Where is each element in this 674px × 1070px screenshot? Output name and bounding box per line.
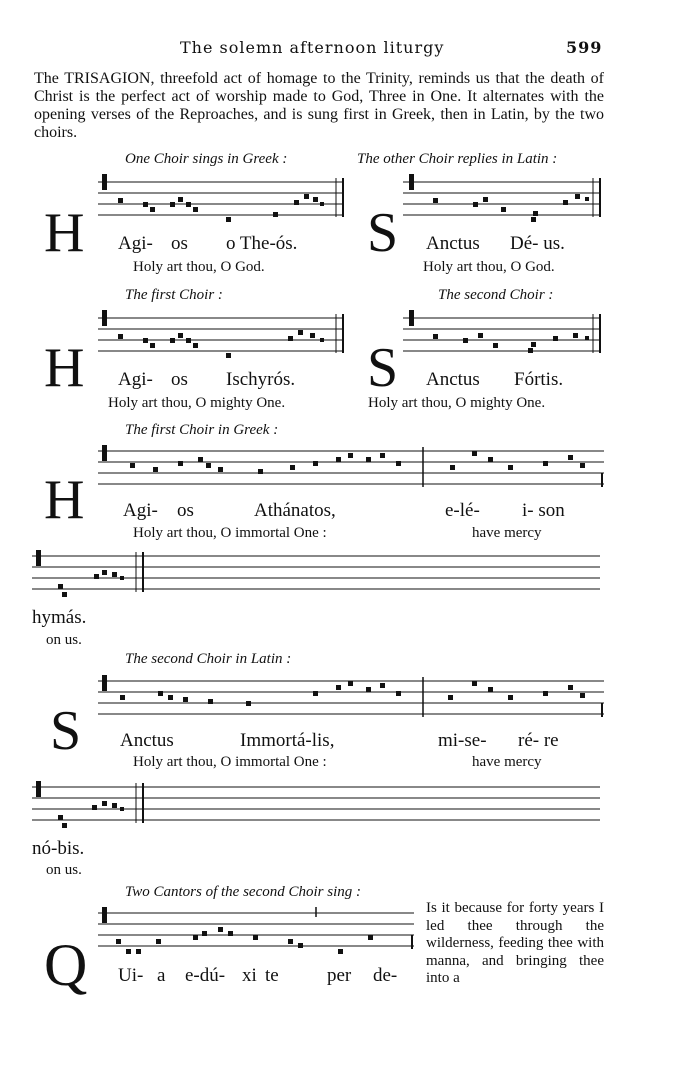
caption-s5: Two Cantors of the second Choir sing : <box>125 884 361 900</box>
lyric-syllable: os <box>171 369 188 390</box>
lyric-syllable: Ui- <box>118 965 144 986</box>
initial-letter: S <box>367 337 399 399</box>
lyric-syllable: Anctus <box>426 233 480 254</box>
lyric-syllable: o The-ós. <box>226 233 298 254</box>
running-header: The solemn afternoon liturgy <box>180 38 445 57</box>
chant-staff <box>98 172 348 232</box>
lyric-syllable: Agi- <box>123 500 158 521</box>
chant-staff <box>32 548 602 604</box>
lyric-syllable: Athánatos, <box>254 500 336 521</box>
lyric-syllable: hymás. <box>32 607 87 628</box>
lyric-syllable: os <box>177 500 194 521</box>
lyric-syllable: Immortá-lis, <box>240 730 335 751</box>
initial-letter: Q <box>44 932 88 998</box>
lyric-syllable: i- son <box>522 500 565 521</box>
lyric-syllable: Agi- <box>118 233 153 254</box>
chant-staff <box>403 172 603 232</box>
lyric-syllable: ré- re <box>518 730 559 751</box>
lyric-syllable: e-lé- <box>445 500 480 521</box>
translation: Holy art thou, O God. <box>133 259 265 275</box>
translation: Holy art thou, O God. <box>423 259 555 275</box>
lyric-syllable: Anctus <box>426 369 480 390</box>
translation: Holy art thou, O immortal One : <box>133 525 327 541</box>
lyric-syllable: os <box>171 233 188 254</box>
translation: Holy art thou, O mighty One. <box>108 395 286 411</box>
lyric-syllable: Agi- <box>118 369 153 390</box>
translation: have mercy <box>472 754 542 770</box>
lyric-syllable: Anctus <box>120 730 174 751</box>
caption-s1-right: The other Choir replies in Latin : <box>357 151 558 167</box>
intro-paragraph: The TRISAGION, threefold act of homage to the Trinity, reminds us that the death of Christ is the perfect act of worship made to God, Three in One. It alternates with the opening verses of the Reproaches, and is sung first in Greek, then in Latin, by the two choirs. <box>34 70 604 141</box>
chant-staff <box>32 779 602 835</box>
caption-s2-right: The second Choir : <box>438 287 554 303</box>
caption-s2-left: The first Choir : <box>125 287 223 303</box>
translation: have mercy <box>472 525 542 541</box>
lyric-syllable: nó-bis. <box>32 838 85 859</box>
initial-letter: H <box>44 469 85 531</box>
chant-staff <box>98 673 608 731</box>
lyric-syllable: Ischyrós. <box>226 369 296 390</box>
chant-staff <box>98 443 608 501</box>
lyric-syllable: de- <box>373 965 398 986</box>
lyric-syllable: e-dú- <box>185 965 226 986</box>
initial-letter: S <box>367 202 399 264</box>
translation: Holy art thou, O mighty One. <box>368 395 546 411</box>
lyric-syllable: a <box>157 965 166 986</box>
chant-staff <box>98 308 348 368</box>
initial-letter: H <box>44 337 85 399</box>
caption-s4: The second Choir in Latin : <box>125 651 292 667</box>
lyric-syllable: Fórtis. <box>514 369 564 390</box>
caption-s1-left: One Choir sings in Greek : <box>125 151 288 167</box>
page-number: 599 <box>566 38 603 57</box>
translation: on us. <box>46 632 82 648</box>
chant-staff <box>98 905 418 963</box>
translation: on us. <box>46 862 82 878</box>
lyric-syllable: per <box>327 965 352 986</box>
caption-s3: The first Choir in Greek : <box>125 422 279 438</box>
lyric-syllable: Dé- us. <box>510 233 565 254</box>
lyric-syllable: xi <box>242 965 257 986</box>
reproaches-text: Is it because for forty years I led thee through the wilderness, feeding thee with manna, and bringing thee into a <box>426 900 604 986</box>
lyric-syllable: mi-se- <box>438 730 487 751</box>
translation: Holy art thou, O immortal One : <box>133 754 327 770</box>
initial-letter: S <box>50 700 82 762</box>
initial-letter: H <box>44 202 85 264</box>
lyric-syllable: te <box>265 965 279 986</box>
chant-staff <box>403 308 603 368</box>
